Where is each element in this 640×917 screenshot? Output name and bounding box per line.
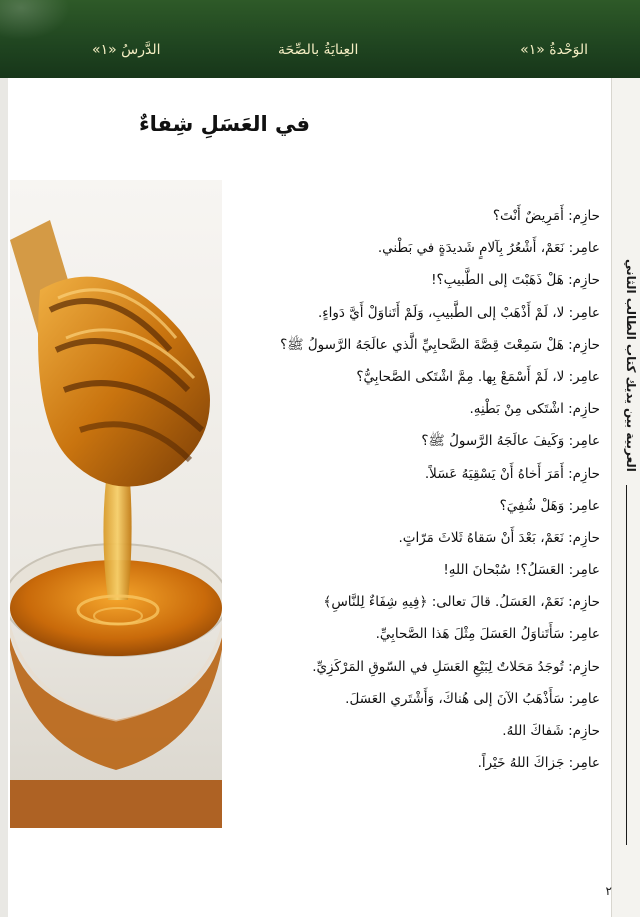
dialogue-line: حازِم: اشْتَكى مِنْ بَطْنِهِ. [469, 401, 600, 418]
lesson-title: في العَسَلِ شِفاءٌ [138, 112, 310, 136]
book-spine-title: العربية بين يديك كتاب الطالب الثاني [624, 259, 638, 472]
dialogue-line: عامِر: وَهَلْ شُفِيَ؟ [499, 497, 600, 514]
dialogue-line: عامِر: سَأَذْهَبُ الآنَ إلى هُناكَ، وَأَشْتَري العَسَلَ. [345, 690, 600, 707]
dialogue-line: حازِم: شَفاكَ اللهُ. [502, 723, 600, 739]
dialogue-line: حازِم: نَعَمْ، العَسَلُ. قالَ تعالى: ﴿فِيهِ شِفَاءٌ لِلنَّاسِ﴾ [323, 594, 600, 611]
dialogue-line: عامِر: نَعَمْ، أَشْعُرُ بِآلامٍ شَديدَةٍ في بَطْني. [377, 240, 600, 257]
dialogue-line: عامِر: وَكَيفَ عالَجَهُ الرَّسولُ ﷺ؟ [421, 433, 600, 450]
header-ornament [0, 0, 70, 40]
lesson-label: الدَّرسُ «١» [92, 42, 161, 58]
dialogue-block [270, 200, 600, 779]
dialogue-line: عامِر: لا، لَمْ أَسْمَعْ بِها. مِمَّ اشْتَكى الصَّحابِيُّ؟ [356, 368, 600, 385]
dialogue-line: حازِم: تُوجَدُ مَحَلاتٌ لِبَيْعِ العَسَلِ في السّوقِ المَرْكَزِيِّ. [312, 658, 600, 675]
unit-label: الوَحْدةُ «١» [520, 42, 588, 58]
dialogue-line: حازِم: هَلْ ذَهَبْتَ إلى الطَّبيبِ؟! [431, 272, 600, 289]
page-header [0, 0, 640, 78]
dialogue-line: حازِم: هَلْ سَمِعْتَ قِصَّةَ الصَّحابِيِّ الَّذي عالَجَهُ الرَّسولُ ﷺ؟ [280, 336, 600, 353]
honey-photo [10, 180, 222, 828]
dialogue-line: عامِر: العَسَلُ؟! سُبْحانَ اللهِ! [443, 562, 600, 579]
spine-divider [626, 485, 627, 845]
dialogue-line: عامِر: سَأَتَناوَلُ العَسَلَ مِثْلَ هَذا الصَّحابِيِّ. [375, 626, 600, 643]
honey-dipper-bowl-icon [10, 180, 222, 828]
dialogue-line: حازِم: أَمَرَ أَخاهُ أَنْ يَسْقِيَهُ عَسَلاً. [424, 465, 600, 482]
dialogue-line: حازِم: أَمَرِيضٌ أَنْتَ؟ [492, 208, 600, 224]
dialogue-line: عامِر: جَزاكَ اللهُ خَيْراً. [477, 755, 600, 772]
dialogue-line: عامِر: لا، لَمْ أَذْهَبْ إلى الطَّبيبِ، وَلَمْ أَتَناوَلْ أَيَّ دَواءٍ. [317, 304, 600, 321]
dialogue-line: حازِم: نَعَمْ، بَعْدَ أَنْ سَقاهُ ثَلاثَ مَرّاتٍ. [398, 529, 600, 546]
topic-label: العِنايَةُ بالصِّحَة [278, 42, 359, 58]
page-number: ٢ [605, 884, 612, 898]
